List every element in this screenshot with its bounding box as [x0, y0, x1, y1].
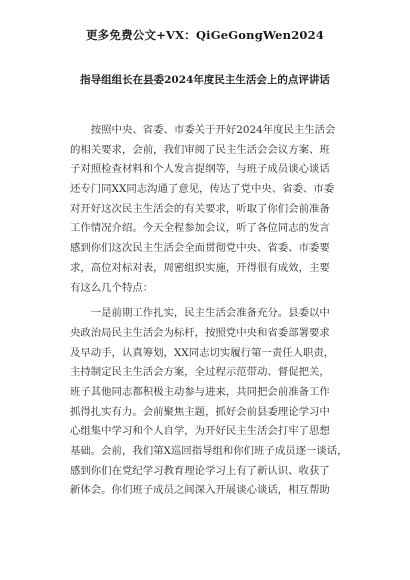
paragraph — [70, 304, 362, 501]
text-line: 主持制定民主生活会方案，全过程示范带动、督促把关， — [70, 366, 330, 379]
text-line: 对开好这次民主生活会的有关要求，听取了你们会前准备 — [70, 202, 330, 215]
text-line: 还专门同XX同志沟通了意见，传达了党中央、省委、市委 — [70, 183, 335, 196]
text-line: 求，高位对标对表，周密组织实施，开得很有成效，主要 — [70, 261, 330, 274]
document-title: 指导组组长在县委2024年度民主生活会上的点评讲话 — [80, 74, 330, 86]
text-line: 的相关要求，会前，我们审阅了民主生活会会议方案、班 — [70, 143, 330, 156]
text-line: 感到你们这次民主生活会全面贯彻党中央、省委、市委要 — [70, 242, 330, 255]
text-line: 子对照检查材料和个人发言提纲等，与班子成员谈心谈话 — [70, 163, 330, 176]
text-line: 及早动手，认真筹划，XX同志切实履行第一责任人职责， — [70, 346, 335, 359]
text-line: 工作情况介绍。今天全程参加会议，听了各位同志的发言 — [70, 222, 330, 235]
text-line: 基础。会前，我们第X巡回指导组和你们班子成员逐一谈话， — [70, 445, 348, 457]
text-line: 一是前期工作扎实，民主生活会准备充分。县委以中 — [70, 307, 330, 320]
promo-banner: 更多免费公文+VX：QiGeGongWen2024 — [85, 28, 325, 42]
paragraph — [70, 121, 362, 298]
text-line: 抓得扎实有力。会前聚焦主题，抓好会前县委理论学习中 — [70, 405, 330, 418]
text-line: 班子其他同志都积极主动参与进来，共同把会前准备工作 — [70, 385, 330, 398]
text-line: 按照中央、省委、市委关于开好2024年度民主生活会 — [70, 124, 336, 136]
document-body — [70, 121, 362, 501]
text-line: 感到你们在党纪学习教育理论学习上有了新认识、收获了 — [70, 464, 330, 477]
text-line: 央政治局民主生活会为标杆，按照党中央和省委部署要求 — [70, 326, 330, 339]
text-line: 新体会。你们班子成员之间深入开展谈心谈话，相互帮助 — [70, 484, 330, 497]
text-line: 有这么几个特点： — [70, 281, 154, 294]
text-line: 心组集中学习和个人自学，为开好民主生活会打牢了思想 — [70, 425, 330, 438]
